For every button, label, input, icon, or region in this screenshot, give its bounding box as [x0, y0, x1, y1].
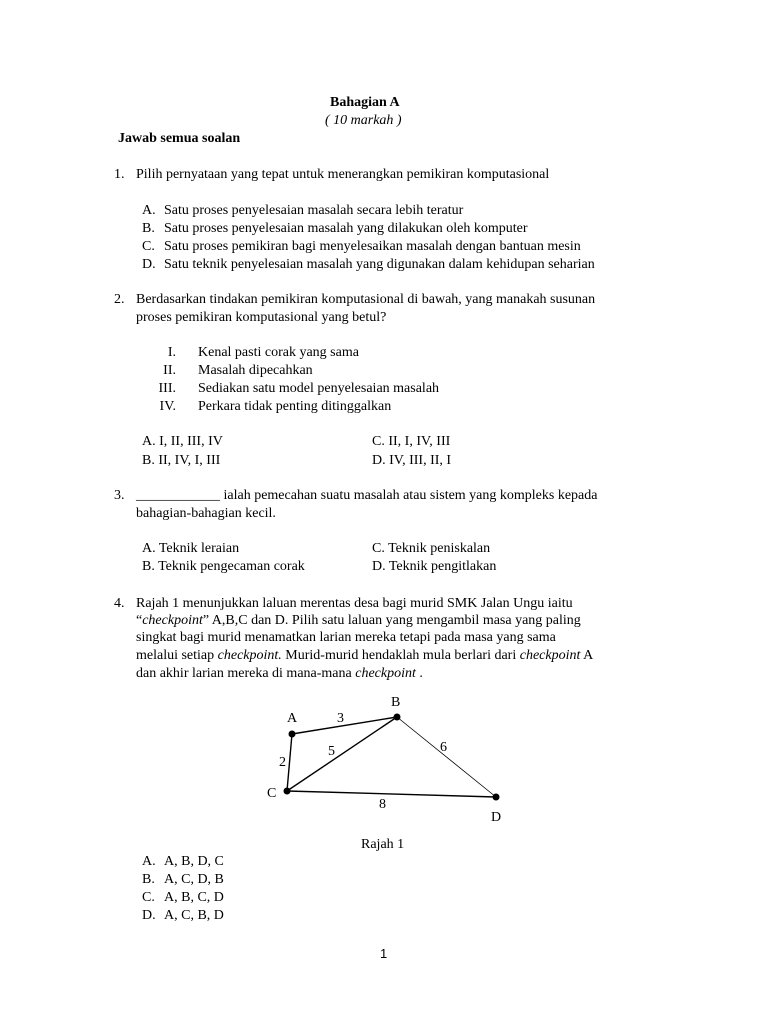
question-number: 1.	[114, 167, 125, 182]
node-b	[394, 714, 401, 721]
question-number: 2.	[114, 292, 125, 307]
option-b: B. A, C, D, B	[142, 872, 224, 887]
option-c: C. Satu proses pemikiran bagi menyelesaikan masalah dengan bantuan mesin	[142, 239, 581, 254]
statement-numeral: II.	[163, 363, 176, 378]
edge-b-d	[397, 717, 496, 797]
option-b: B. II, IV, I, III	[142, 453, 221, 468]
page-number: 1	[380, 946, 388, 961]
question-text-line1: Berdasarkan tindakan pemikiran komputasional di bawah, yang manakah susunan	[136, 292, 596, 307]
edge-weight-b-d: 6	[440, 740, 447, 755]
option-a: A. Teknik leraian	[142, 541, 240, 556]
question-number: 4.	[114, 596, 125, 611]
edge-c-d	[287, 791, 496, 797]
option-b: B. Teknik pengecaman corak	[142, 559, 305, 574]
question-text-line2: bahagian-bahagian kecil.	[136, 506, 276, 521]
node-d	[493, 794, 500, 801]
edge-b-c	[287, 717, 397, 791]
statement-text: Perkara tidak penting ditinggalkan	[198, 399, 392, 414]
statement-text: Sediakan satu model penyelesaian masalah	[198, 381, 440, 396]
question-text-line2: “checkpoint” A,B,C dan D. Pilih satu laluan yang mengambil masa yang paling	[136, 613, 581, 628]
option-c: C. II, I, IV, III	[372, 434, 451, 449]
node-label-a: A	[287, 711, 298, 726]
answer-blank: ____________	[136, 488, 220, 503]
question-text-line5: dan akhir larian mereka di mana-mana checkpoint .	[136, 666, 423, 681]
edge-weight-a-c: 2	[279, 755, 286, 770]
edge-weight-a-b: 3	[337, 711, 344, 726]
option-a: A. I, II, III, IV	[142, 434, 223, 449]
option-d: D. Satu teknik penyelesaian masalah yang digunakan dalam kehidupan seharian	[142, 257, 595, 272]
question-text-line3: singkat bagi murid menamatkan larian mereka tetapi pada masa yang sama	[136, 630, 556, 645]
question-text-line1: ____________ ialah pemecahan suatu masalah atau sistem yang kompleks kepada	[136, 488, 598, 503]
instruction: Jawab semua soalan	[118, 131, 241, 146]
edge-a-c	[287, 734, 292, 791]
option-c: C. Teknik peniskalan	[372, 541, 491, 556]
option-d: D. A, C, B, D	[142, 908, 224, 923]
question-text-line4: melalui setiap checkpoint. Murid-murid hendaklah mula berlari dari checkpoint A	[136, 648, 594, 663]
question-text: Pilih pernyataan yang tepat untuk menerangkan pemikiran komputasional	[136, 167, 550, 182]
node-label-d: D	[491, 810, 502, 825]
question-text-line2: proses pemikiran komputasional yang betul?	[136, 310, 387, 325]
node-label-b: B	[391, 695, 401, 710]
section-title: Bahagian A	[330, 95, 400, 110]
node-c	[284, 788, 291, 795]
option-a: A. Satu proses penyelesaian masalah secara lebih teratur	[142, 203, 464, 218]
statement-text: Kenal pasti corak yang sama	[198, 345, 359, 360]
edge-a-b	[292, 717, 397, 734]
statement-numeral: I.	[167, 345, 176, 360]
option-b: B. Satu proses penyelesaian masalah yang dilakukan oleh komputer	[142, 221, 528, 236]
edge-weight-c-d: 8	[379, 797, 386, 812]
statement-numeral: III.	[158, 381, 176, 396]
statement-text: Masalah dipecahkan	[198, 363, 313, 378]
option-d: D. IV, III, II, I	[372, 453, 452, 468]
question-number: 3.	[114, 488, 125, 503]
statement-numeral: IV.	[159, 399, 176, 414]
node-a	[289, 731, 296, 738]
option-d: D. Teknik pengitlakan	[372, 559, 497, 574]
diagram-caption: Rajah 1	[361, 837, 405, 852]
node-label-c: C	[267, 786, 277, 801]
question-text-line1: Rajah 1 menunjukkan laluan merentas desa bagi murid SMK Jalan Ungu iaitu	[136, 596, 573, 611]
option-c: C. A, B, C, D	[142, 890, 224, 905]
marks-label: ( 10 markah )	[325, 113, 402, 128]
option-a: A. A, B, D, C	[142, 854, 224, 869]
edge-weight-b-c: 5	[328, 744, 335, 759]
